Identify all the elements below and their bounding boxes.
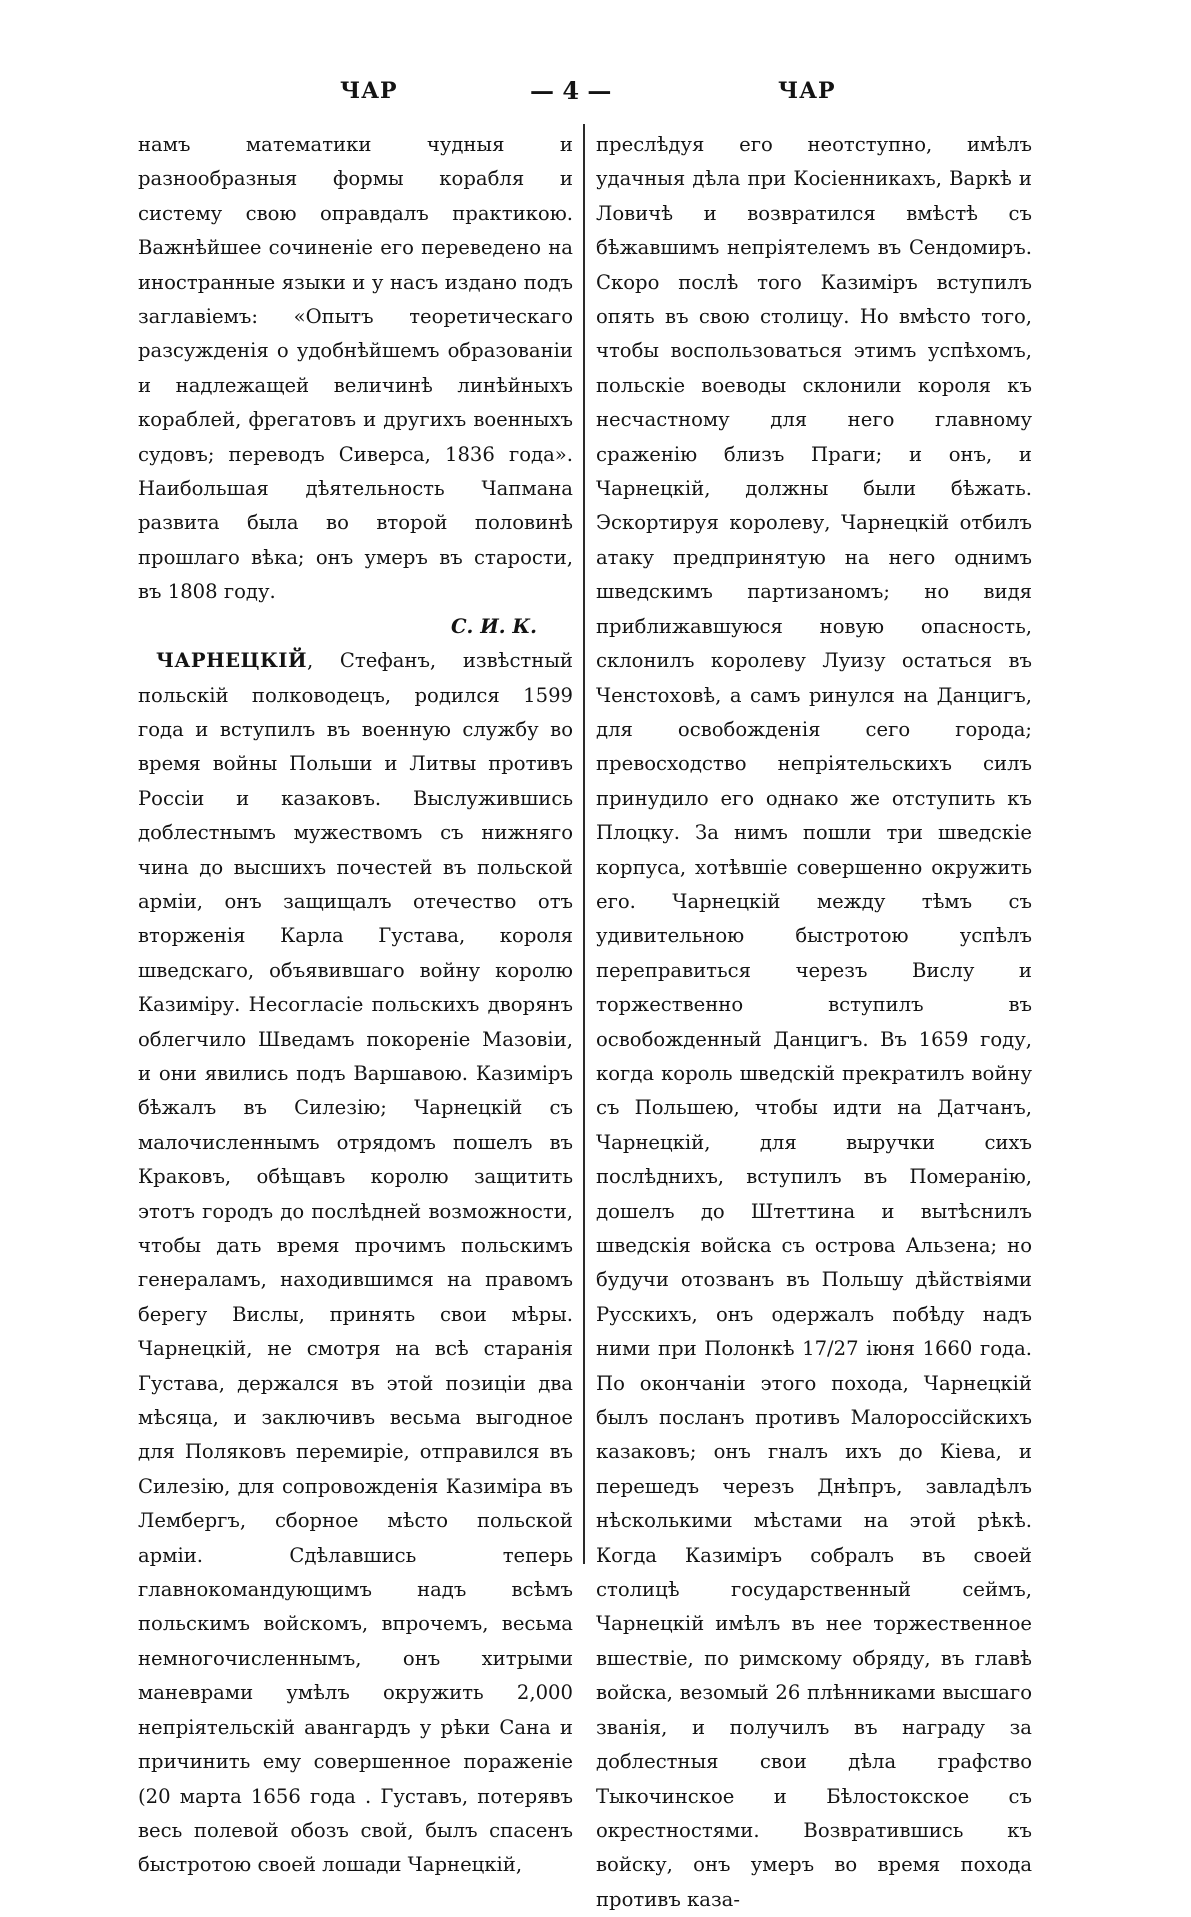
right-column bbox=[596, 128, 1032, 1911]
left-column bbox=[138, 128, 573, 1877]
chapman-article-end: намъ математики чудныя и разнообразныя формы корабля и систему свою оправдалъ практикою. Важнѣйшее сочиненіе его переведено на иностранные языки и у насъ издано подъ заглавіемъ: «Опытъ теоретическаго разсужденія о удобнѣйшемъ образованіи и надлежащей величинѣ линѣйныхъ кораблей, фрегатовъ и другихъ военныхъ судовъ; переводъ Сиверса, 1836 года». Наибольшая дѣятельность Чапмана развита была во второй половинѣ прошлаго вѣка; онъ умеръ въ старости, въ 1808 году. bbox=[138, 133, 573, 604]
czarniecki-article-continued: преслѣдуя его неотступно, имѣлъ удачныя дѣла при Косіенникахъ, Варкѣ и Ловичѣ и возвратился вмѣстѣ съ бѣжавшимъ непріятелемъ въ Сендомиръ. Скоро послѣ того Казиміръ вступилъ опять въ свою столицу. Но вмѣсто того, чтобы воспользоваться этимъ успѣхомъ, польскіе воеводы склонили короля къ несчастному для него главному сраженію близъ Праги; и онъ, и Чарнецкій, должны были бѣжать. Эскортируя королеву, Чарнецкій отбилъ атаку предпринятую на него однимъ шведскимъ партизаномъ; но видя приближавшуюся новую опасность, склонилъ королеву Луизу остаться въ Ченстоховѣ, а самъ ринулся на Данцигъ, для освобожденія сего города; превосходство непріятельскихъ силъ принудило его однако же отступить къ Плоцку. За нимъ пошли три шведскіе корпуса, хотѣвшіе совершенно окружить его. Чарнецкій между тѣмъ съ удивительною быстротою успѣлъ переправиться черезъ Вислу и торжественно вступилъ въ освобожденный Данцигъ. Въ 1659 году, когда король шведскій прекратилъ войну съ Польшею, чтобы идти на Датчанъ, Чарнецкій, для выручки сихъ послѣднихъ, вступилъ въ Померанію, дошелъ до Штеттина и вытѣснилъ шведскія войска съ острова Альзена; но будучи отозванъ въ Польшу дѣйствіями Русскихъ, онъ одержалъ побѣду надъ ними при Полонкѣ 17/27 іюня 1660 года. По окончаніи этого похода, Чарнецкій былъ посланъ противъ Малороссійскихъ казаковъ; онъ гналъ ихъ до Кіева, и перешедъ черезъ Днѣпръ, завладѣлъ нѣсколькими мѣстами на этой рѣкѣ. Когда Казиміръ собралъ въ своей столицѣ государственный сеймъ, Чарнецкій имѣлъ въ нее торжественное вшествіе, по римскому обряду, въ главѣ войска, везомый 26 плѣнниками высшаго званія, и получилъ въ награду за доблестныя свои дѣла графство Тыкочинское и Бѣлостокское съ окрестностями. Возвратившись къ войску, онъ умеръ во время похода противъ каза- bbox=[596, 133, 1032, 1911]
czarniecki-article-start bbox=[138, 644, 573, 1883]
header-right-guide-word: ЧАР bbox=[778, 78, 836, 104]
author-signature: С. И. К. bbox=[450, 614, 537, 638]
running-header bbox=[0, 70, 1191, 110]
article-headword: ЧАРНЕЦКІЙ bbox=[156, 649, 307, 673]
column-divider bbox=[583, 124, 585, 1564]
article-body-part1: , Стефанъ, извѣстный польскій полководецъ, родился 1599 года и вступилъ въ военную службу во время войны Польши и Литвы противъ Россіи и казаковъ. Выслужившись доблестнымъ мужествомъ съ нижняго чина до высшихъ почестей въ польской арміи, онъ защищалъ отечество отъ вторженія Карла Густава, короля шведскаго, объявившаго войну королю Казиміру. Несогласіе польскихъ дворянъ облегчило Шведамъ покореніе Мазовіи, и они явились подъ Варшавою. Казиміръ бѣжалъ въ Силезію; Чарнецкій съ малочисленнымъ отрядомъ пошелъ въ Краковъ, обѣщавъ королю защитить этотъ городъ до послѣдней возможности, чтобы дать время прочимъ польскимъ генераламъ, находившимся на правомъ берегу Вислы, принять свои мѣры. Чарнецкій, не смотря на всѣ старанія Густава, держался въ этой позиціи два мѣсяца, и заключивъ весьма выгодное для Поляковъ перемиріе, отправился въ Силезію, для сопровожденія Казиміра въ Лембергъ, сборное мѣсто польской арміи. Сдѣлавшись теперь главнокомандующимъ надъ всѣмъ польскимъ войскомъ, впрочемъ, весьма немногочисленнымъ, онъ хитрыми маневрами умѣлъ окружить 2,000 непріятельскій авангардъ у рѣки Сана и причинить ему совершенное пораженіе (20 марта 1656 года . Густавъ, потерявъ весь полевой обозъ свой, былъ спасенъ быстротою своей лошади Чарнецкій, bbox=[138, 649, 573, 1877]
header-left-guide-word: ЧАР bbox=[340, 78, 398, 104]
page-number: — 4 — bbox=[530, 76, 612, 105]
